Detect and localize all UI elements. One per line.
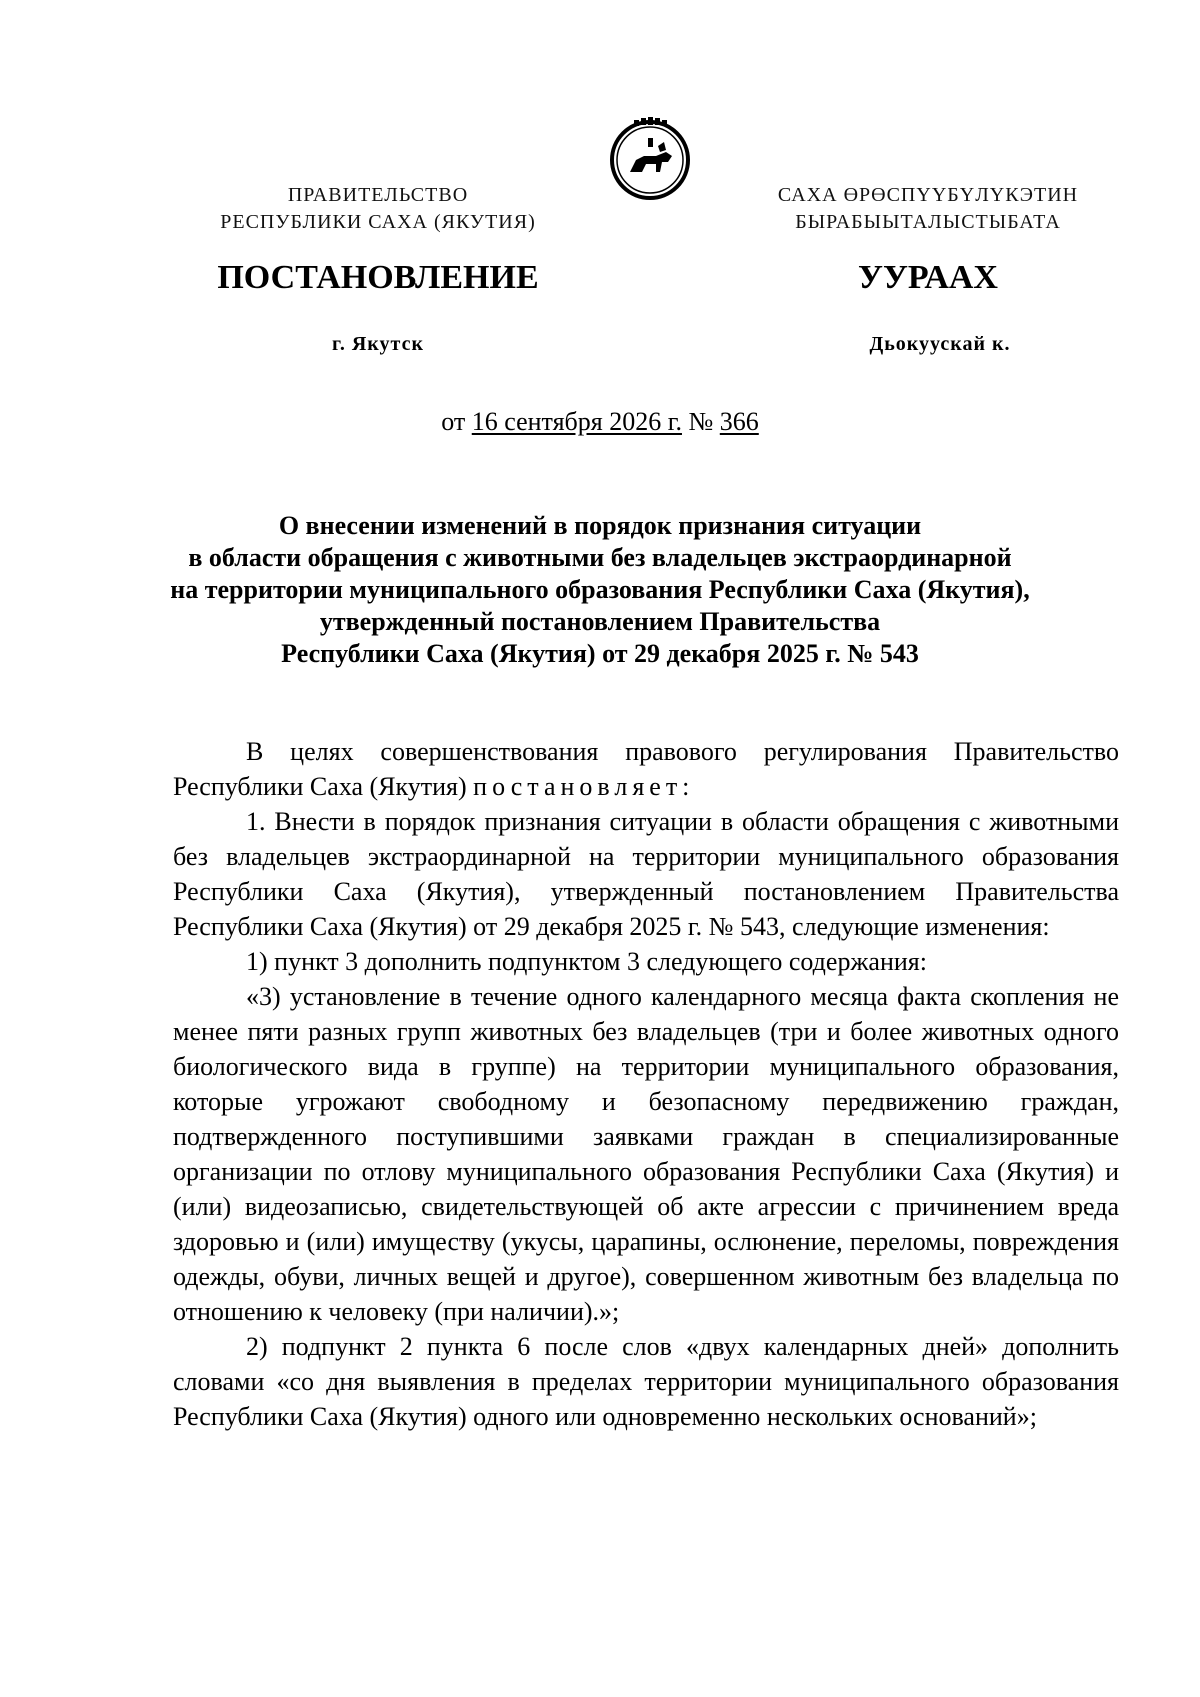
- resolves-word: постановляет:: [473, 772, 695, 801]
- title-line-1: О внесении изменений в порядок признания ситуации: [278, 511, 922, 540]
- intro-text: В целях совершенствования правового регулирования Правительство Республики Саха (Якутия): [173, 737, 1119, 801]
- title-line-3: на территории муниципального образования Республики Саха (Якутия),: [170, 575, 1030, 604]
- government-name-ru: [178, 182, 578, 236]
- paragraph-item-1: 1. Внести в порядок признания ситуации в области обращения с животными без владельцев экстраординарной на территории муниципального образования Республики Саха (Якутия), утвержденный постановлением Правительства Республики Саха (Якутия) от 29 декабря 2025 г. № 543, следующие изменения:: [173, 807, 1119, 941]
- paragraph-subitem-2: 2) подпункт 2 пункта 6 после слов «двух календарных дней» дополнить словами «со дня выявления в пределах территории муниципального образования Республики Саха (Якутия) одного или одновременно нескольких оснований»;: [173, 1332, 1119, 1431]
- date-number-line: [0, 406, 1200, 438]
- paragraph-quoted-subitem-3: «3) установление в течение одного календарного месяца факта скопления не менее пяти разных групп животных без владельцев (три и более животных одного биологического вида в группе) на территории муниципального образования, которые угрожают свободному и безопасному передвижению граждан, подтвержденного поступившими заявками граждан в специализированные организации по отлову муниципального образования Республики Саха (Якутия) и (или) видеозаписью, свидетельствующей об акте агрессии с причинением вреда здоровью и (или) имуществу (укусы, царапины, ослюнение, переломы, повреждения одежды, обуви, личных вещей и другое), совершенном животным без владельца по отношению к человеку (при наличии).»;: [173, 982, 1119, 1326]
- paragraph-subitem-1: 1) пункт 3 дополнить подпунктом 3 следующего содержания:: [246, 947, 927, 976]
- government-name-sah-line-1: САХА ӨРӨСПҮҮБҮЛҮКЭТИН: [777, 184, 1079, 206]
- title-line-4: утвержденный постановлением Правительства: [319, 607, 881, 636]
- place-ru: г. Якутск: [332, 333, 424, 355]
- date-prefix: от: [441, 407, 472, 436]
- title-line-5: Республики Саха (Якутия) от 29 декабря 2025 г. № 543: [281, 639, 919, 668]
- intro-paragraph: [173, 734, 1119, 804]
- title-line-2: в области обращения с животными без владельцев экстраординарной: [188, 543, 1012, 572]
- doc-type-sah: УУРААХ: [858, 259, 998, 296]
- government-name-sah-line-2: БЫРАБЫЫТАЛЫСТЫБАТА: [795, 211, 1061, 233]
- document-body: [173, 734, 1119, 1434]
- document-number: 366: [719, 407, 759, 436]
- government-name-ru-line-1: ПРАВИТЕЛЬСТВО: [287, 184, 469, 206]
- doc-type-ru: ПОСТАНОВЛЕНИЕ: [217, 259, 539, 296]
- number-sign: №: [681, 407, 720, 436]
- document-title: [120, 510, 1080, 670]
- government-name-sah: [736, 182, 1120, 236]
- yakutia-coat-of-arms-icon: [608, 116, 692, 200]
- document-date: 16 сентября 2026 г.: [471, 407, 682, 436]
- government-name-ru-line-2: РЕСПУБЛИКИ САХА (ЯКУТИЯ): [220, 211, 536, 233]
- place-sah: Дьокуускай к.: [869, 333, 1011, 355]
